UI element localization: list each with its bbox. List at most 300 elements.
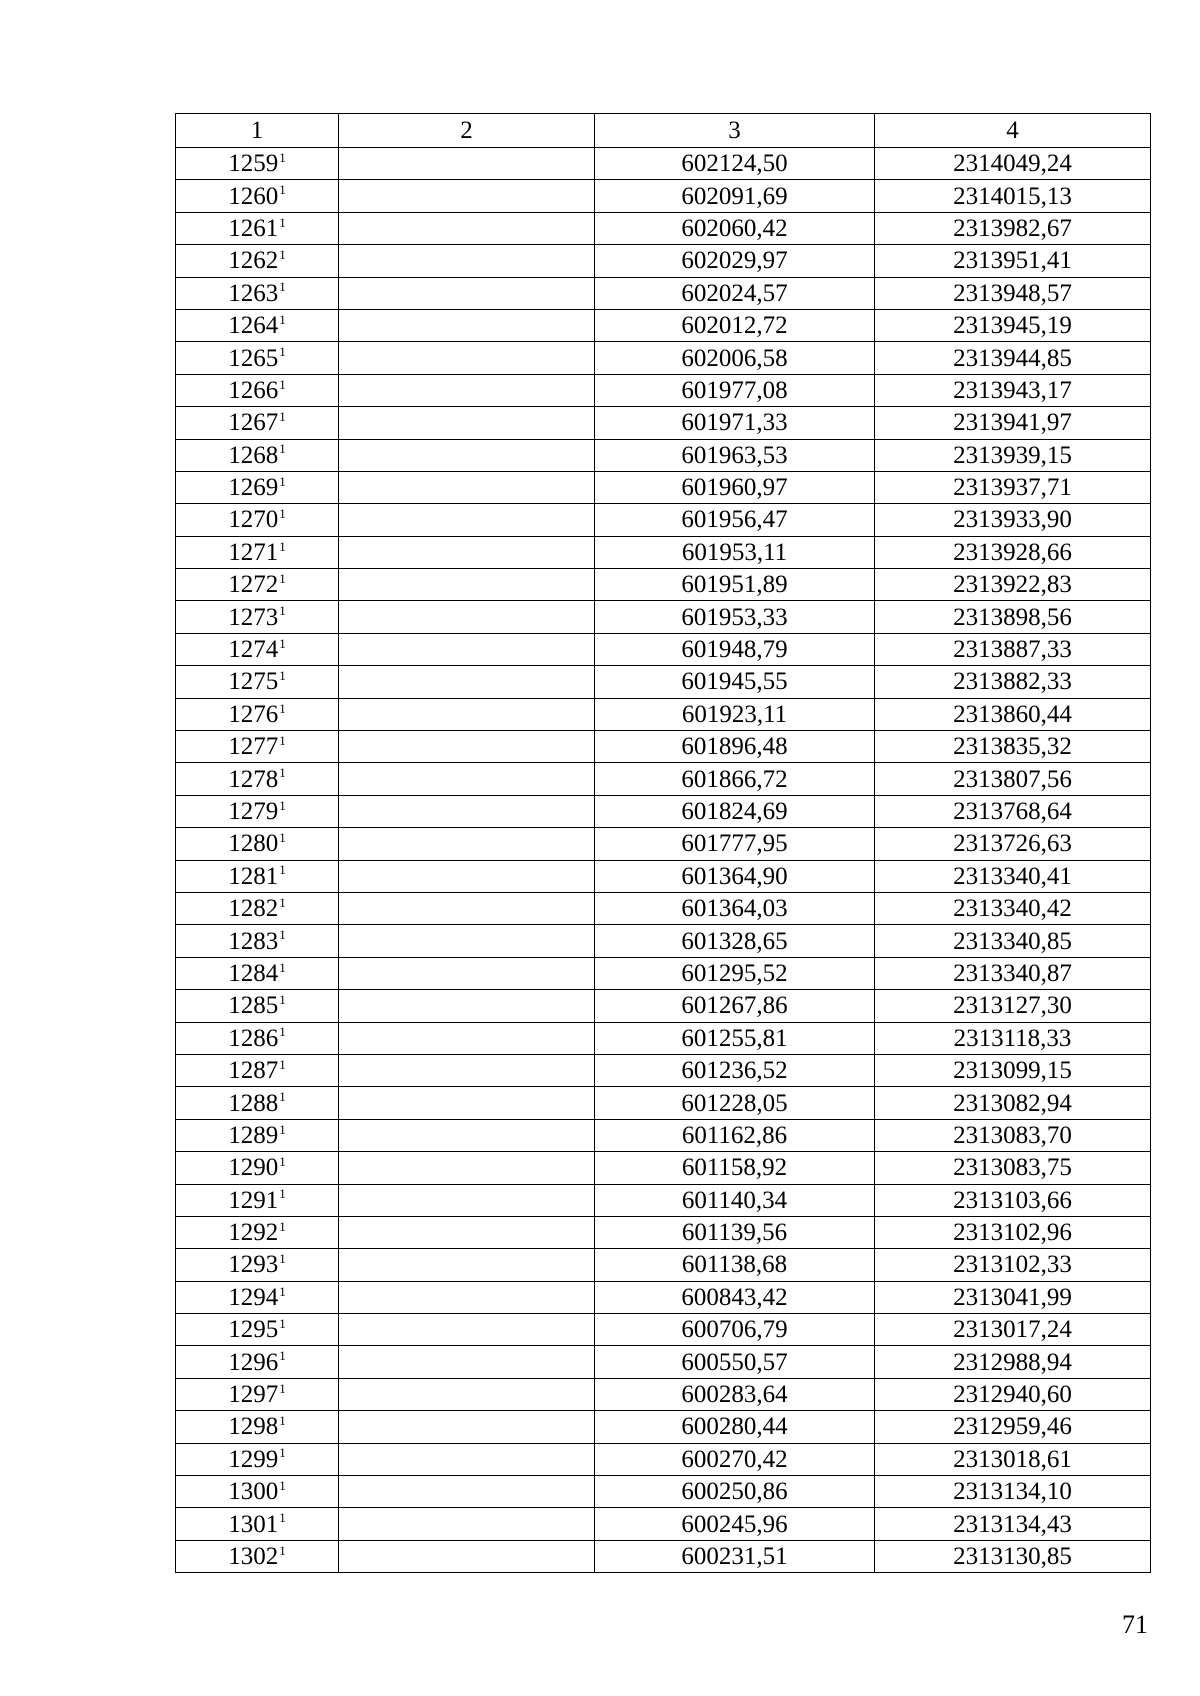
point-superscript: 1 <box>279 765 286 781</box>
table-row <box>176 1152 1151 1184</box>
x-coordinate-cell: 601923,11 <box>595 698 875 730</box>
col2-cell <box>339 180 595 212</box>
table-row <box>176 698 1151 730</box>
y-coordinate-cell: 2312940,60 <box>875 1378 1151 1410</box>
col2-cell <box>339 763 595 795</box>
point-number: 1274 <box>228 636 279 664</box>
x-coordinate-cell: 600270,42 <box>595 1443 875 1475</box>
table-row <box>176 245 1151 277</box>
x-coordinate-cell: 601267,86 <box>595 990 875 1022</box>
y-coordinate-cell: 2314049,24 <box>875 148 1151 180</box>
point-number-cell <box>176 1508 339 1540</box>
point-number: 1300 <box>228 1478 279 1506</box>
table-row <box>176 795 1151 827</box>
table-row <box>176 1346 1151 1378</box>
y-coordinate-cell: 2313118,33 <box>875 1022 1151 1054</box>
table-row <box>176 471 1151 503</box>
point-number: 1278 <box>228 765 279 793</box>
point-superscript: 1 <box>279 149 286 165</box>
table-row <box>176 1411 1151 1443</box>
table-row <box>176 277 1151 309</box>
table-row <box>176 1184 1151 1216</box>
y-coordinate-cell: 2313127,30 <box>875 990 1151 1022</box>
x-coordinate-cell: 601777,95 <box>595 828 875 860</box>
y-coordinate-cell: 2313340,85 <box>875 925 1151 957</box>
y-coordinate-cell: 2313882,33 <box>875 666 1151 698</box>
point-number-cell <box>176 828 339 860</box>
x-coordinate-cell: 601963,53 <box>595 439 875 471</box>
point-number-cell <box>176 795 339 827</box>
x-coordinate-cell: 601295,52 <box>595 957 875 989</box>
table-row <box>176 892 1151 924</box>
col2-cell <box>339 860 595 892</box>
point-number-cell <box>176 407 339 439</box>
col2-cell <box>339 601 595 633</box>
y-coordinate-cell: 2313017,24 <box>875 1314 1151 1346</box>
point-superscript: 1 <box>279 1315 286 1331</box>
col2-cell <box>339 471 595 503</box>
point-number: 1286 <box>228 1024 279 1052</box>
col2-cell <box>339 1216 595 1248</box>
col2-cell <box>339 569 595 601</box>
x-coordinate-cell: 601158,92 <box>595 1152 875 1184</box>
point-number-cell <box>176 925 339 957</box>
x-coordinate-cell: 601228,05 <box>595 1087 875 1119</box>
point-number: 1281 <box>228 862 279 890</box>
table-row <box>176 1378 1151 1410</box>
x-coordinate-cell: 601956,47 <box>595 504 875 536</box>
y-coordinate-cell: 2312959,46 <box>875 1411 1151 1443</box>
point-number-cell <box>176 633 339 665</box>
point-superscript: 1 <box>279 1380 286 1396</box>
y-coordinate-cell: 2313982,67 <box>875 212 1151 244</box>
point-number: 1260 <box>228 182 279 210</box>
header-col-2: 2 <box>339 114 595 148</box>
point-superscript: 1 <box>279 1251 286 1267</box>
header-col-4: 4 <box>875 114 1151 148</box>
x-coordinate-cell: 600280,44 <box>595 1411 875 1443</box>
y-coordinate-cell: 2313018,61 <box>875 1443 1151 1475</box>
col2-cell <box>339 892 595 924</box>
point-number: 1263 <box>228 279 279 307</box>
point-superscript: 1 <box>279 700 286 716</box>
point-number-cell <box>176 212 339 244</box>
x-coordinate-cell: 601951,89 <box>595 569 875 601</box>
table-row <box>176 1443 1151 1475</box>
point-superscript: 1 <box>279 538 286 554</box>
y-coordinate-cell: 2313134,10 <box>875 1476 1151 1508</box>
y-coordinate-cell: 2313340,42 <box>875 892 1151 924</box>
y-coordinate-cell: 2313943,17 <box>875 374 1151 406</box>
point-number: 1290 <box>228 1154 279 1182</box>
point-number: 1291 <box>228 1186 279 1214</box>
point-number-cell <box>176 990 339 1022</box>
point-number-cell <box>176 1411 339 1443</box>
point-number-cell <box>176 1281 339 1313</box>
point-superscript: 1 <box>279 732 286 748</box>
point-number: 1292 <box>228 1219 279 1247</box>
point-number-cell <box>176 1540 339 1572</box>
y-coordinate-cell: 2313928,66 <box>875 536 1151 568</box>
x-coordinate-cell: 601255,81 <box>595 1022 875 1054</box>
point-number-cell <box>176 277 339 309</box>
table-row <box>176 925 1151 957</box>
col2-cell <box>339 342 595 374</box>
y-coordinate-cell: 2313102,96 <box>875 1216 1151 1248</box>
col2-cell <box>339 1443 595 1475</box>
point-number: 1275 <box>228 668 279 696</box>
table-row <box>176 342 1151 374</box>
col2-cell <box>339 1152 595 1184</box>
x-coordinate-cell: 601945,55 <box>595 666 875 698</box>
point-number: 1280 <box>228 830 279 858</box>
col2-cell <box>339 1346 595 1378</box>
y-coordinate-cell: 2313835,32 <box>875 731 1151 763</box>
point-superscript: 1 <box>279 1121 286 1137</box>
point-superscript: 1 <box>279 279 286 295</box>
point-number-cell <box>176 1443 339 1475</box>
point-number: 1277 <box>228 733 279 761</box>
point-number: 1283 <box>228 927 279 955</box>
point-number-cell <box>176 245 339 277</box>
point-superscript: 1 <box>279 473 286 489</box>
y-coordinate-cell: 2313083,70 <box>875 1119 1151 1151</box>
coordinates-table <box>175 113 1151 1573</box>
point-number-cell <box>176 1022 339 1054</box>
col2-cell <box>339 148 595 180</box>
table-row <box>176 504 1151 536</box>
point-number-cell <box>176 1314 339 1346</box>
point-superscript: 1 <box>279 441 286 457</box>
point-superscript: 1 <box>279 1218 286 1234</box>
point-number: 1259 <box>228 150 279 178</box>
y-coordinate-cell: 2313082,94 <box>875 1087 1151 1119</box>
y-coordinate-cell: 2313768,64 <box>875 795 1151 827</box>
x-coordinate-cell: 600706,79 <box>595 1314 875 1346</box>
point-number-cell <box>176 1249 339 1281</box>
point-number: 1293 <box>228 1251 279 1279</box>
point-superscript: 1 <box>279 992 286 1008</box>
y-coordinate-cell: 2313041,99 <box>875 1281 1151 1313</box>
col2-cell <box>339 957 595 989</box>
col2-cell <box>339 633 595 665</box>
point-number: 1285 <box>228 992 279 1020</box>
point-superscript: 1 <box>279 247 286 263</box>
col2-cell <box>339 1184 595 1216</box>
y-coordinate-cell: 2313130,85 <box>875 1540 1151 1572</box>
y-coordinate-cell: 2313726,63 <box>875 828 1151 860</box>
x-coordinate-cell: 602024,57 <box>595 277 875 309</box>
table-row <box>176 1508 1151 1540</box>
col2-cell <box>339 374 595 406</box>
table-row <box>176 569 1151 601</box>
point-number-cell <box>176 1054 339 1086</box>
point-superscript: 1 <box>279 894 286 910</box>
y-coordinate-cell: 2313103,66 <box>875 1184 1151 1216</box>
x-coordinate-cell: 601866,72 <box>595 763 875 795</box>
table-row <box>176 1119 1151 1151</box>
x-coordinate-cell: 601948,79 <box>595 633 875 665</box>
point-superscript: 1 <box>279 1542 286 1558</box>
x-coordinate-cell: 601328,65 <box>595 925 875 957</box>
point-number-cell <box>176 309 339 341</box>
point-superscript: 1 <box>279 344 286 360</box>
header-col-3: 3 <box>595 114 875 148</box>
point-number-cell <box>176 957 339 989</box>
col2-cell <box>339 504 595 536</box>
y-coordinate-cell: 2313083,75 <box>875 1152 1151 1184</box>
point-number: 1262 <box>228 247 279 275</box>
col2-cell <box>339 795 595 827</box>
col2-cell <box>339 407 595 439</box>
point-number: 1279 <box>228 798 279 825</box>
point-number-cell <box>176 1476 339 1508</box>
point-number: 1294 <box>228 1283 279 1311</box>
x-coordinate-cell: 600550,57 <box>595 1346 875 1378</box>
y-coordinate-cell: 2313945,19 <box>875 309 1151 341</box>
y-coordinate-cell: 2313898,56 <box>875 601 1151 633</box>
x-coordinate-cell: 600843,42 <box>595 1281 875 1313</box>
point-number-cell <box>176 342 339 374</box>
x-coordinate-cell: 602124,50 <box>595 148 875 180</box>
point-number-cell <box>176 892 339 924</box>
col2-cell <box>339 698 595 730</box>
y-coordinate-cell: 2313944,85 <box>875 342 1151 374</box>
col2-cell <box>339 536 595 568</box>
point-superscript: 1 <box>279 1186 286 1202</box>
col2-cell <box>339 828 595 860</box>
point-number: 1295 <box>228 1316 279 1344</box>
table-row <box>176 212 1151 244</box>
point-number-cell <box>176 439 339 471</box>
table-row <box>176 1540 1151 1572</box>
point-superscript: 1 <box>279 570 286 586</box>
point-number: 1284 <box>228 959 279 987</box>
point-number-cell <box>176 763 339 795</box>
point-number: 1282 <box>228 895 279 923</box>
point-superscript: 1 <box>279 1348 286 1364</box>
point-superscript: 1 <box>279 1413 286 1429</box>
y-coordinate-cell: 2313933,90 <box>875 504 1151 536</box>
point-superscript: 1 <box>279 603 286 619</box>
table-row <box>176 1087 1151 1119</box>
col2-cell <box>339 212 595 244</box>
point-number-cell <box>176 860 339 892</box>
point-superscript: 1 <box>279 927 286 943</box>
point-number-cell <box>176 698 339 730</box>
x-coordinate-cell: 601953,33 <box>595 601 875 633</box>
x-coordinate-cell: 601896,48 <box>595 731 875 763</box>
col2-cell <box>339 1087 595 1119</box>
table-row <box>176 828 1151 860</box>
point-superscript: 1 <box>279 1445 286 1461</box>
point-superscript: 1 <box>279 408 286 424</box>
point-number: 1289 <box>228 1121 279 1149</box>
point-superscript: 1 <box>279 1510 286 1526</box>
table-row <box>176 957 1151 989</box>
x-coordinate-cell: 601971,33 <box>595 407 875 439</box>
col2-cell <box>339 1119 595 1151</box>
point-superscript: 1 <box>279 506 286 522</box>
point-superscript: 1 <box>279 1024 286 1040</box>
point-number: 1272 <box>228 571 279 599</box>
page-number: 71 <box>1122 1610 1148 1639</box>
point-number: 1296 <box>228 1348 279 1376</box>
table-row <box>176 666 1151 698</box>
x-coordinate-cell: 601977,08 <box>595 374 875 406</box>
table-row <box>176 731 1151 763</box>
point-number-cell <box>176 180 339 212</box>
x-coordinate-cell: 602060,42 <box>595 212 875 244</box>
x-coordinate-cell: 600231,51 <box>595 1540 875 1572</box>
table-row <box>176 990 1151 1022</box>
point-number: 1302 <box>228 1542 279 1570</box>
y-coordinate-cell: 2313099,15 <box>875 1054 1151 1086</box>
table-row <box>176 633 1151 665</box>
x-coordinate-cell: 602012,72 <box>595 309 875 341</box>
point-number: 1271 <box>228 538 279 566</box>
x-coordinate-cell: 601953,11 <box>595 536 875 568</box>
x-coordinate-cell: 602091,69 <box>595 180 875 212</box>
table-row <box>176 1314 1151 1346</box>
point-number-cell <box>176 1119 339 1151</box>
table-row <box>176 536 1151 568</box>
col2-cell <box>339 1508 595 1540</box>
point-number-cell <box>176 1152 339 1184</box>
y-coordinate-cell: 2313340,87 <box>875 957 1151 989</box>
point-superscript: 1 <box>279 182 286 198</box>
point-superscript: 1 <box>279 1283 286 1299</box>
table-row <box>176 1022 1151 1054</box>
col2-cell <box>339 925 595 957</box>
y-coordinate-cell: 2313887,33 <box>875 633 1151 665</box>
x-coordinate-cell: 601824,69 <box>595 795 875 827</box>
col2-cell <box>339 1378 595 1410</box>
y-coordinate-cell: 2314015,13 <box>875 180 1151 212</box>
point-number: 1287 <box>228 1057 279 1085</box>
col2-cell <box>339 439 595 471</box>
table-header <box>176 114 1151 148</box>
point-number-cell <box>176 1346 339 1378</box>
x-coordinate-cell: 600283,64 <box>595 1378 875 1410</box>
table-row <box>176 763 1151 795</box>
point-number: 1273 <box>228 603 279 631</box>
col2-cell <box>339 309 595 341</box>
point-superscript: 1 <box>279 797 286 813</box>
point-number-cell <box>176 536 339 568</box>
y-coordinate-cell: 2313860,44 <box>875 698 1151 730</box>
y-coordinate-cell: 2313937,71 <box>875 471 1151 503</box>
y-coordinate-cell: 2313340,41 <box>875 860 1151 892</box>
point-superscript: 1 <box>279 1153 286 1169</box>
col2-cell <box>339 1249 595 1281</box>
table-row <box>176 1054 1151 1086</box>
point-number: 1299 <box>228 1445 279 1473</box>
col2-cell <box>339 1022 595 1054</box>
point-number: 1265 <box>228 344 279 372</box>
point-superscript: 1 <box>279 959 286 975</box>
point-number: 1261 <box>228 214 279 242</box>
point-superscript: 1 <box>279 376 286 392</box>
x-coordinate-cell: 600250,86 <box>595 1476 875 1508</box>
table-row <box>176 601 1151 633</box>
point-superscript: 1 <box>279 1477 286 1493</box>
point-number-cell <box>176 1087 339 1119</box>
point-number-cell <box>176 1216 339 1248</box>
table-row <box>176 1249 1151 1281</box>
table-row <box>176 180 1151 212</box>
point-number-cell <box>176 471 339 503</box>
x-coordinate-cell: 600245,96 <box>595 1508 875 1540</box>
y-coordinate-cell: 2312988,94 <box>875 1346 1151 1378</box>
y-coordinate-cell: 2313939,15 <box>875 439 1151 471</box>
col2-cell <box>339 1281 595 1313</box>
point-number-cell <box>176 601 339 633</box>
point-number: 1268 <box>228 441 279 469</box>
col2-cell <box>339 731 595 763</box>
y-coordinate-cell: 2313951,41 <box>875 245 1151 277</box>
point-number-cell <box>176 731 339 763</box>
table-row <box>176 407 1151 439</box>
table-row <box>176 309 1151 341</box>
col2-cell <box>339 1054 595 1086</box>
col2-cell <box>339 277 595 309</box>
x-coordinate-cell: 601960,97 <box>595 471 875 503</box>
point-superscript: 1 <box>279 214 286 230</box>
point-superscript: 1 <box>279 862 286 878</box>
point-superscript: 1 <box>279 1056 286 1072</box>
point-number-cell <box>176 504 339 536</box>
table-row <box>176 1281 1151 1313</box>
col2-cell <box>339 1476 595 1508</box>
y-coordinate-cell: 2313922,83 <box>875 569 1151 601</box>
y-coordinate-cell: 2313134,43 <box>875 1508 1151 1540</box>
col2-cell <box>339 666 595 698</box>
table-row <box>176 1476 1151 1508</box>
table-row <box>176 860 1151 892</box>
col2-cell <box>339 990 595 1022</box>
point-superscript: 1 <box>279 668 286 684</box>
point-superscript: 1 <box>279 311 286 327</box>
header-col-1: 1 <box>176 114 339 148</box>
point-number-cell <box>176 148 339 180</box>
x-coordinate-cell: 602029,97 <box>595 245 875 277</box>
x-coordinate-cell: 601364,90 <box>595 860 875 892</box>
x-coordinate-cell: 601140,34 <box>595 1184 875 1216</box>
point-number: 1269 <box>228 474 279 502</box>
table-body <box>176 148 1151 1573</box>
header-row <box>176 114 1151 148</box>
point-number: 1266 <box>228 376 279 404</box>
point-number-cell <box>176 666 339 698</box>
x-coordinate-cell: 601162,86 <box>595 1119 875 1151</box>
point-number-cell <box>176 1184 339 1216</box>
point-number: 1264 <box>228 312 279 340</box>
x-coordinate-cell: 601139,56 <box>595 1216 875 1248</box>
col2-cell <box>339 1314 595 1346</box>
x-coordinate-cell: 601138,68 <box>595 1249 875 1281</box>
point-number-cell <box>176 374 339 406</box>
y-coordinate-cell: 2313941,97 <box>875 407 1151 439</box>
table-row <box>176 374 1151 406</box>
y-coordinate-cell: 2313807,56 <box>875 763 1151 795</box>
x-coordinate-cell: 601364,03 <box>595 892 875 924</box>
table-row <box>176 1216 1151 1248</box>
point-superscript: 1 <box>279 635 286 651</box>
point-superscript: 1 <box>279 830 286 846</box>
point-number-cell <box>176 1378 339 1410</box>
point-superscript: 1 <box>279 1089 286 1105</box>
